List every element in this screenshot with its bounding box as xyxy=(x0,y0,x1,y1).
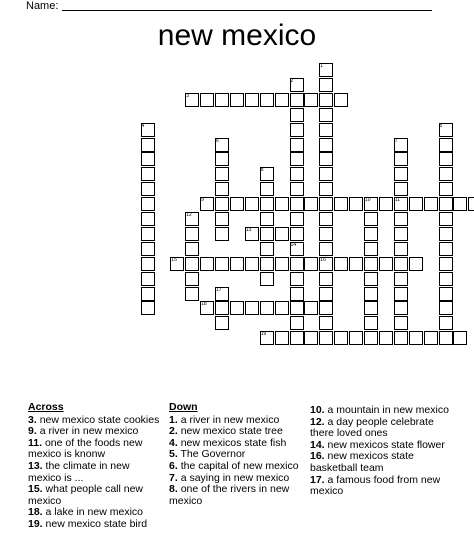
clue-number: 6 xyxy=(216,137,219,144)
grid-cell[interactable] xyxy=(439,242,453,256)
grid-cell[interactable] xyxy=(275,197,289,211)
grid-cell[interactable] xyxy=(304,93,318,107)
grid-cell[interactable] xyxy=(260,257,274,271)
clue-number: 4 xyxy=(141,122,145,129)
clue-text: new mexico state cookies xyxy=(39,413,160,426)
grid-cell[interactable] xyxy=(215,182,229,196)
grid-cell[interactable] xyxy=(245,93,259,107)
grid-cell[interactable] xyxy=(439,138,453,152)
grid-cell[interactable] xyxy=(141,167,155,181)
grid-cell[interactable] xyxy=(275,257,289,271)
grid-cell[interactable] xyxy=(364,227,378,241)
grid-cell[interactable] xyxy=(185,272,199,286)
clue-item xyxy=(169,484,304,507)
clue-item xyxy=(310,475,450,498)
grid-cell[interactable] xyxy=(364,301,378,315)
clue-number-label: 14. xyxy=(310,438,325,451)
clue-number: 14 xyxy=(290,241,297,248)
grid-cell[interactable] xyxy=(230,93,244,107)
clue-item xyxy=(310,417,450,440)
clue-number: 19 xyxy=(260,331,267,338)
grid-cell[interactable] xyxy=(290,227,304,241)
clue-number-label: 3. xyxy=(28,413,37,426)
grid-cell[interactable] xyxy=(275,227,289,241)
clue-number-label: 10. xyxy=(310,404,325,416)
grid-cell[interactable] xyxy=(141,272,155,286)
clue-number: 11 xyxy=(394,197,400,204)
grid-cell[interactable] xyxy=(319,287,333,301)
clue-text: new mexicos state flower xyxy=(327,438,445,451)
clue-text: new mexico state tree xyxy=(180,425,283,438)
grid-cell[interactable] xyxy=(319,167,333,181)
grid-cell[interactable] xyxy=(260,182,274,196)
clue-number: 2 xyxy=(290,77,294,84)
clue-number: 3 xyxy=(186,92,189,99)
clue-number: 10 xyxy=(365,197,371,204)
clue-number-label: 12. xyxy=(310,415,325,428)
clue-number-label: 15. xyxy=(28,483,43,496)
grid-cell[interactable] xyxy=(215,227,229,241)
grid-cell[interactable] xyxy=(200,93,214,107)
grid-cell[interactable] xyxy=(215,301,229,315)
grid-cell[interactable] xyxy=(394,331,408,345)
name-label: Name: xyxy=(26,0,59,12)
grid-cell[interactable] xyxy=(304,301,318,315)
grid-cell[interactable] xyxy=(319,197,333,211)
grid-cell[interactable] xyxy=(290,167,304,181)
grid-cell[interactable] xyxy=(439,212,453,226)
clue-text: a river in new mexico xyxy=(180,413,280,426)
clue-item xyxy=(28,484,163,507)
clue-number-label: 4. xyxy=(169,436,178,449)
clue-number-label: 5. xyxy=(169,448,178,461)
grid-cell[interactable] xyxy=(260,301,274,315)
grid-cell[interactable] xyxy=(290,138,304,152)
grid-cell[interactable] xyxy=(290,331,304,345)
grid-cell[interactable] xyxy=(319,138,333,152)
clue-number: 18 xyxy=(201,301,207,308)
grid-cell[interactable] xyxy=(319,182,333,196)
grid-cell[interactable] xyxy=(141,287,155,301)
grid-cell[interactable] xyxy=(290,108,304,122)
grid-cell[interactable] xyxy=(290,257,304,271)
grid-cell[interactable] xyxy=(394,316,408,330)
grid-cell[interactable] xyxy=(364,331,378,345)
grid-cell[interactable] xyxy=(439,272,453,286)
clue-number-label: 16. xyxy=(310,450,325,463)
grid-cell[interactable] xyxy=(319,93,333,107)
grid-cell[interactable] xyxy=(141,152,155,166)
grid-cell[interactable] xyxy=(364,287,378,301)
clue-text: new mexicos state basketball team xyxy=(310,450,414,474)
grid-cell[interactable] xyxy=(290,212,304,226)
grid-cell[interactable] xyxy=(364,212,378,226)
grid-cell[interactable] xyxy=(424,197,438,211)
grid-cell[interactable] xyxy=(215,197,229,211)
grid-cell[interactable] xyxy=(215,152,229,166)
grid-cell[interactable] xyxy=(215,167,229,181)
clue-number-label: 1. xyxy=(169,413,178,426)
grid-cell[interactable] xyxy=(439,301,453,315)
grid-cell[interactable] xyxy=(245,301,259,315)
grid-cell[interactable] xyxy=(319,227,333,241)
grid-cell[interactable] xyxy=(215,257,229,271)
grid-cell[interactable] xyxy=(290,272,304,286)
grid-cell[interactable] xyxy=(379,331,393,345)
grid-cell[interactable] xyxy=(290,197,304,211)
grid-cell[interactable] xyxy=(319,331,333,345)
grid-cell[interactable] xyxy=(334,93,348,107)
clue-text: a lake in new mexico xyxy=(45,506,143,519)
grid-cell[interactable] xyxy=(245,257,259,271)
grid-cell[interactable] xyxy=(290,123,304,137)
grid-cell[interactable] xyxy=(364,316,378,330)
grid-cell[interactable] xyxy=(319,316,333,330)
clue-text: new mexicos state fish xyxy=(180,436,287,449)
grid-cell[interactable] xyxy=(319,301,333,315)
grid-cell[interactable] xyxy=(394,167,408,181)
grid-cell[interactable] xyxy=(260,272,274,286)
clue-number: 16 xyxy=(320,256,326,263)
clue-text: a saying in new mexico xyxy=(180,471,290,484)
clue-number-label: 2. xyxy=(169,425,178,438)
grid-cell[interactable] xyxy=(260,227,274,241)
grid-cell[interactable] xyxy=(260,197,274,211)
grid-cell[interactable] xyxy=(215,93,229,107)
grid-cell[interactable] xyxy=(304,331,318,345)
clue-text: The Governor xyxy=(180,448,246,461)
clue-number: 12 xyxy=(186,212,192,218)
clue-number: 15 xyxy=(171,256,177,263)
grid-cell[interactable] xyxy=(230,197,244,211)
grid-cell[interactable] xyxy=(230,301,244,315)
clue-text: a river in new mexico xyxy=(39,425,139,438)
grid-cell[interactable] xyxy=(319,108,333,122)
grid-cell[interactable] xyxy=(349,331,363,345)
down-heading: Down xyxy=(169,401,198,413)
grid-cell[interactable] xyxy=(394,212,408,226)
grid-cell[interactable] xyxy=(290,287,304,301)
grid-cell[interactable] xyxy=(141,242,155,256)
grid-cell[interactable] xyxy=(260,93,274,107)
clue-item xyxy=(310,451,450,474)
grid-cell[interactable] xyxy=(290,316,304,330)
clue-number: 1 xyxy=(320,63,324,69)
grid-cell[interactable] xyxy=(260,212,274,226)
grid-cell[interactable] xyxy=(290,301,304,315)
grid-cell[interactable] xyxy=(275,301,289,315)
clue-item xyxy=(28,438,163,461)
grid-cell[interactable] xyxy=(334,197,348,211)
grid-cell[interactable] xyxy=(394,242,408,256)
grid-cell[interactable] xyxy=(334,257,348,271)
grid-cell[interactable] xyxy=(468,197,474,211)
grid-cell[interactable] xyxy=(453,197,467,211)
grid-cell[interactable] xyxy=(349,257,363,271)
grid-cell[interactable] xyxy=(304,197,318,211)
clue-number-label: 19. xyxy=(28,517,43,530)
grid-cell[interactable] xyxy=(439,257,453,271)
grid-cell[interactable] xyxy=(319,123,333,137)
grid-cell[interactable] xyxy=(439,167,453,181)
grid-cell[interactable] xyxy=(394,272,408,286)
grid-cell[interactable] xyxy=(141,212,155,226)
clue-number-label: 13. xyxy=(28,459,43,472)
grid-cell[interactable] xyxy=(409,257,423,271)
grid-cell[interactable] xyxy=(185,242,199,256)
clue-number: 5 xyxy=(439,122,443,129)
clue-number: 9 xyxy=(201,197,204,204)
grid-cell[interactable] xyxy=(215,316,229,330)
grid-cell[interactable] xyxy=(141,138,155,152)
clue-text: a day people celebrate there loved ones xyxy=(310,415,434,440)
clue-number-label: 9. xyxy=(28,425,37,438)
grid-cell[interactable] xyxy=(319,78,333,92)
grid-cell[interactable] xyxy=(439,182,453,196)
grid-cell[interactable] xyxy=(439,331,453,345)
clue-number-label: 7. xyxy=(169,471,178,484)
grid-cell[interactable] xyxy=(379,197,393,211)
grid-cell[interactable] xyxy=(230,257,244,271)
grid-cell[interactable] xyxy=(394,287,408,301)
clue-number: 13 xyxy=(245,226,252,233)
grid-cell[interactable] xyxy=(290,152,304,166)
grid-cell[interactable] xyxy=(394,301,408,315)
grid-cell[interactable] xyxy=(141,197,155,211)
grid-cell[interactable] xyxy=(439,227,453,241)
clue-number-label: 17. xyxy=(310,473,325,486)
grid-cell[interactable] xyxy=(439,316,453,330)
clue-number-label: 8. xyxy=(169,483,178,496)
grid-cell[interactable] xyxy=(260,242,274,256)
clue-text: what people call new mexico xyxy=(28,483,144,507)
grid-cell[interactable] xyxy=(319,272,333,286)
grid-cell[interactable] xyxy=(394,152,408,166)
clue-text: the climate in new mexico is ... xyxy=(28,459,130,484)
grid-cell[interactable] xyxy=(141,182,155,196)
clue-number: 17 xyxy=(216,286,222,293)
down-clues-continued xyxy=(310,405,450,498)
clue-text: a famous food from new mexico xyxy=(310,473,441,498)
clue-number-label: 18. xyxy=(28,506,43,519)
grid-cell[interactable] xyxy=(304,257,318,271)
grid-cell[interactable] xyxy=(349,197,363,211)
grid-cell[interactable] xyxy=(275,331,289,345)
grid-cell[interactable] xyxy=(141,227,155,241)
grid-cell[interactable] xyxy=(275,93,289,107)
grid-cell[interactable] xyxy=(409,197,423,211)
clue-item xyxy=(28,519,163,531)
grid-cell[interactable] xyxy=(394,182,408,196)
grid-cell[interactable] xyxy=(453,331,467,345)
grid-cell[interactable] xyxy=(290,93,304,107)
grid-cell[interactable] xyxy=(394,227,408,241)
grid-cell[interactable] xyxy=(409,331,423,345)
grid-cell[interactable] xyxy=(141,257,155,271)
clue-number: 8 xyxy=(260,167,264,174)
clue-text: the capital of new mexico xyxy=(180,459,299,472)
grid-cell[interactable] xyxy=(394,257,408,271)
grid-cell[interactable] xyxy=(319,152,333,166)
clue-text: new mexico state bird xyxy=(45,517,148,530)
grid-cell[interactable] xyxy=(319,212,333,226)
puzzle-title: new mexico xyxy=(157,19,317,52)
clue-item xyxy=(28,461,163,484)
down-clues xyxy=(169,402,304,507)
grid-cell[interactable] xyxy=(364,272,378,286)
grid-cell[interactable] xyxy=(424,331,438,345)
clue-text: one of the foods new mexico is knonw xyxy=(28,436,143,461)
grid-cell[interactable] xyxy=(364,242,378,256)
grid-cell[interactable] xyxy=(319,242,333,256)
grid-cell[interactable] xyxy=(185,227,199,241)
clue-number-label: 6. xyxy=(169,459,178,472)
clue-number: 7 xyxy=(394,137,398,144)
grid-cell[interactable] xyxy=(334,331,348,345)
clue-number-label: 11. xyxy=(28,436,43,449)
across-heading: Across xyxy=(28,401,64,413)
grid-cell[interactable] xyxy=(141,301,155,315)
across-clues xyxy=(28,402,163,531)
grid-cell[interactable] xyxy=(439,152,453,166)
grid-cell[interactable] xyxy=(364,257,378,271)
grid-cell[interactable] xyxy=(379,257,393,271)
grid-cell[interactable] xyxy=(439,287,453,301)
grid-cell[interactable] xyxy=(245,197,259,211)
grid-cell[interactable] xyxy=(290,182,304,196)
grid-cell[interactable] xyxy=(185,287,199,301)
grid-cell[interactable] xyxy=(185,257,199,271)
grid-cell[interactable] xyxy=(200,257,214,271)
grid-cell[interactable] xyxy=(215,212,229,226)
clue-text: one of the rivers in new mexico xyxy=(169,483,290,507)
grid-cell[interactable] xyxy=(439,197,453,211)
clue-text: a mountain in new mexico xyxy=(327,404,449,416)
